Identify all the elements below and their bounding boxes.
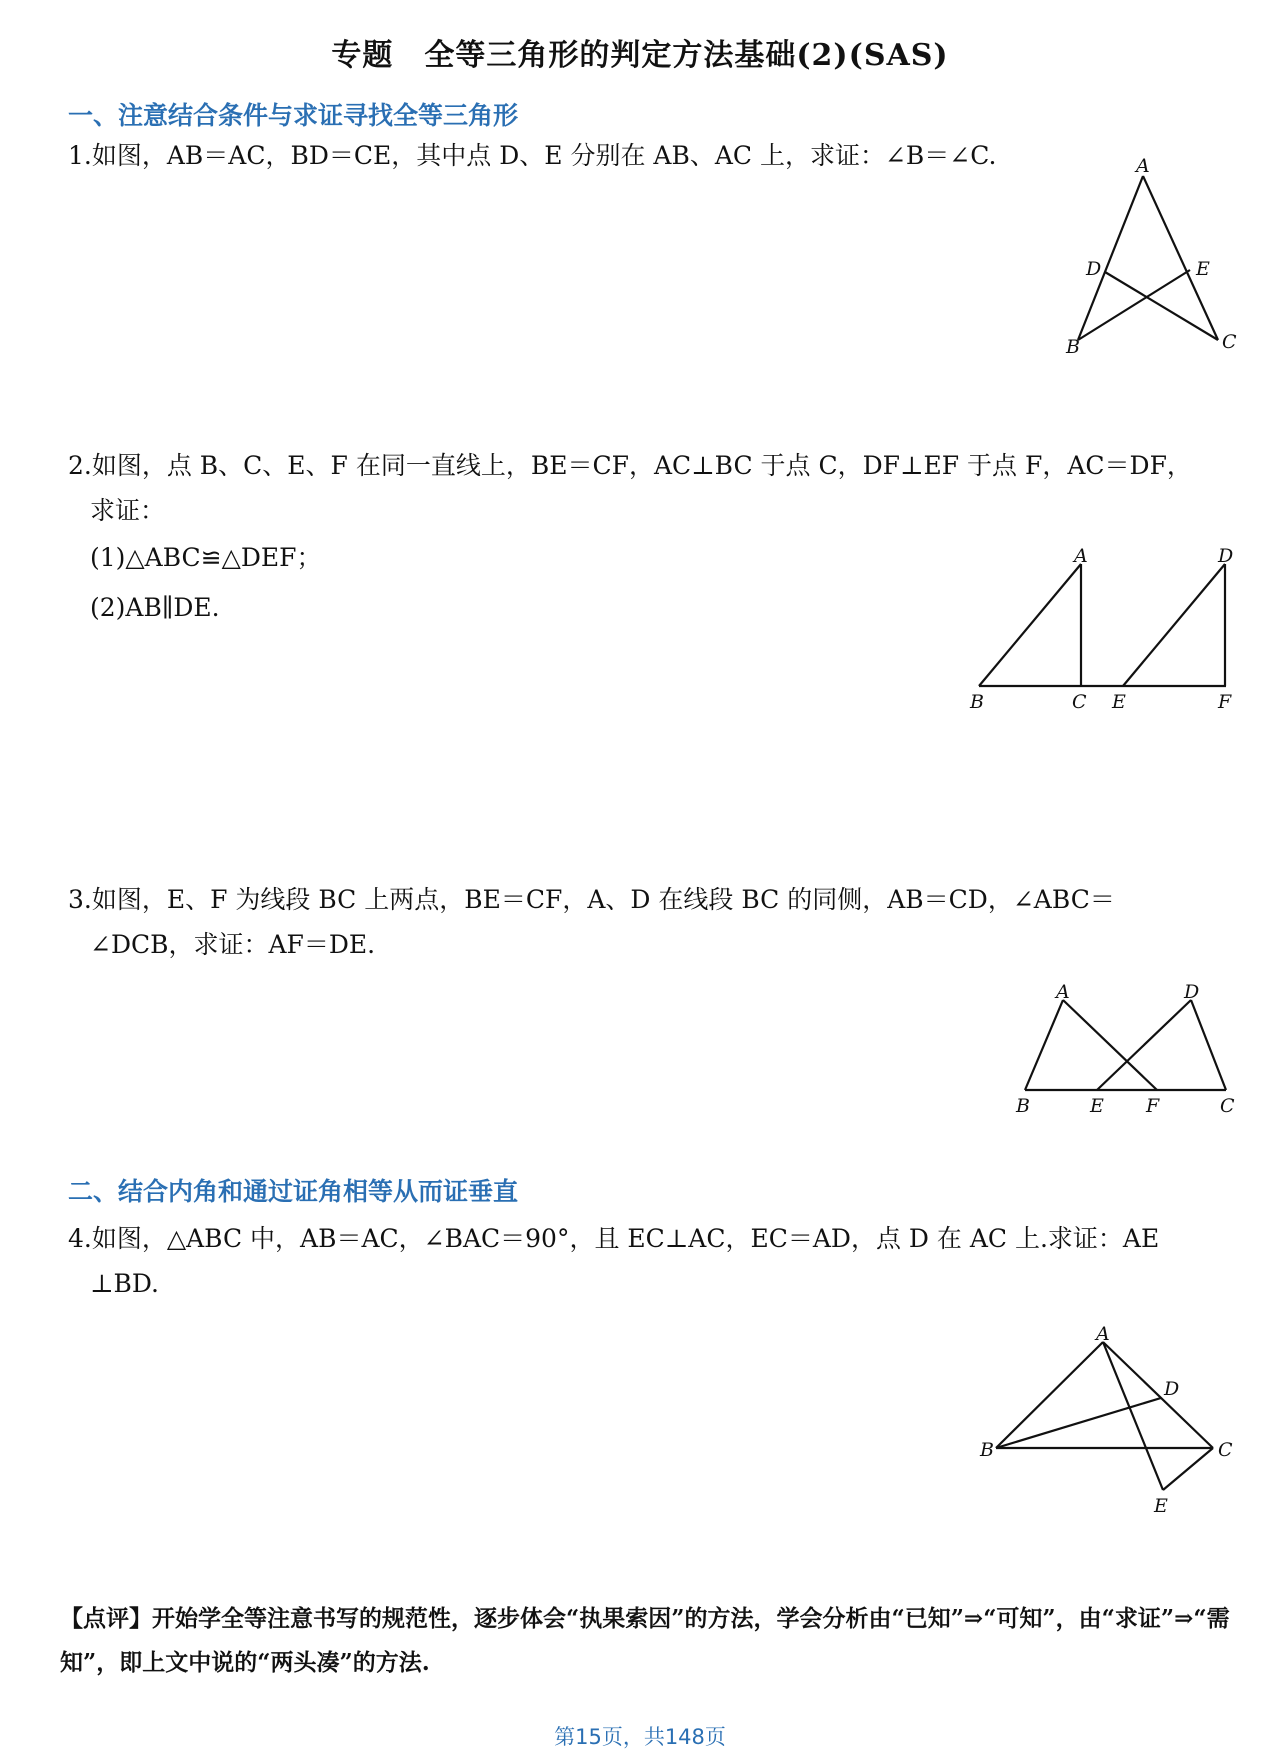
section-heading-2: 二、结合内角和通过证角相等从而证垂直 [68, 1177, 519, 1206]
figure-4 [970, 1320, 1240, 1520]
figure-2-label-d: D [1218, 545, 1234, 567]
segment-eb [1078, 270, 1190, 340]
segment-ec [1163, 1448, 1213, 1490]
figure-3-label-f: F [1146, 1095, 1160, 1117]
problem-2-part-2: (2)AB∥DE. [90, 593, 220, 622]
problem-2-part-1: (1)△ABC≌△DEF； [90, 543, 322, 572]
problem-1-text: 1.如图，AB＝AC，BD＝CE，其中点 D、E 分别在 AB、AC 上，求证：∠B＝∠C. [68, 141, 997, 170]
problem-2-prompt: 求证： [90, 496, 166, 525]
segment-ae [1103, 1342, 1163, 1490]
figure-2-label-a: A [1074, 545, 1088, 567]
figure-4-label-e: E [1154, 1495, 1168, 1517]
figure-1-label-d: D [1086, 258, 1102, 280]
figure-2 [960, 540, 1240, 715]
page-footer: 第15页，共148页 [554, 1725, 726, 1749]
figure-1-label-b: B [1066, 336, 1080, 358]
segment-ac [1103, 1342, 1213, 1448]
figure-1-label-e: E [1196, 258, 1210, 280]
figure-1 [1050, 150, 1240, 360]
segment-dc [1191, 1000, 1226, 1090]
segment-dc [1105, 272, 1218, 340]
figure-2-label-c: C [1072, 691, 1087, 713]
figure-1-label-c: C [1222, 331, 1237, 353]
figure-2-label-b: B [970, 691, 984, 713]
figure-3-label-d: D [1184, 981, 1200, 1003]
figure-3-label-b: B [1016, 1095, 1030, 1117]
segment-ab [979, 564, 1081, 686]
comment-text: 【点评】开始学全等注意书写的规范性，逐步体会“执果索因”的方法，学会分析由“已知”⇒“可知”，由“求证”⇒“需知”，即上文中说的“两头凑”的方法. [60, 1605, 1230, 1676]
figure-4-label-b: B [980, 1439, 994, 1461]
figure-3-label-c: C [1220, 1095, 1235, 1117]
figure-2-label-e: E [1112, 691, 1126, 713]
figure-4-label-d: D [1164, 1378, 1180, 1400]
problem-3-text: 3.如图，E、F 为线段 BC 上两点，BE＝CF，A、D 在线段 BC 的同侧，AB＝CD，∠ABC＝ [68, 885, 1115, 914]
problem-4-text-cont: ⊥BD. [90, 1269, 159, 1298]
problem-2-text: 2.如图，点 B、C、E、F 在同一直线上，BE＝CF，AC⊥BC 于点 C，DF⊥EF 于点 F，AC＝DF， [68, 451, 1192, 480]
problem-4-text: 4.如图，△ABC 中，AB＝AC，∠BAC＝90°，且 EC⊥AC，EC＝AD，点 D 在 AC 上.求证：AE [68, 1224, 1160, 1253]
figure-3-label-a: A [1056, 981, 1070, 1003]
figure-1-label-a: A [1136, 155, 1150, 177]
segment-ab [1025, 1000, 1063, 1090]
figure-2-label-f: F [1218, 691, 1232, 713]
page-title: 专题 全等三角形的判定方法基础(2)(SAS) [331, 38, 949, 73]
figure-4-label-c: C [1218, 1439, 1233, 1461]
figure-4-label-a: A [1096, 1323, 1110, 1345]
segment-de [1123, 564, 1225, 686]
figure-3 [1010, 975, 1240, 1115]
problem-3-text-cont: ∠DCB，求证：AF＝DE. [90, 930, 376, 959]
figure-3-label-e: E [1090, 1095, 1104, 1117]
section-heading-1: 一、注意结合条件与求证寻找全等三角形 [68, 101, 519, 130]
